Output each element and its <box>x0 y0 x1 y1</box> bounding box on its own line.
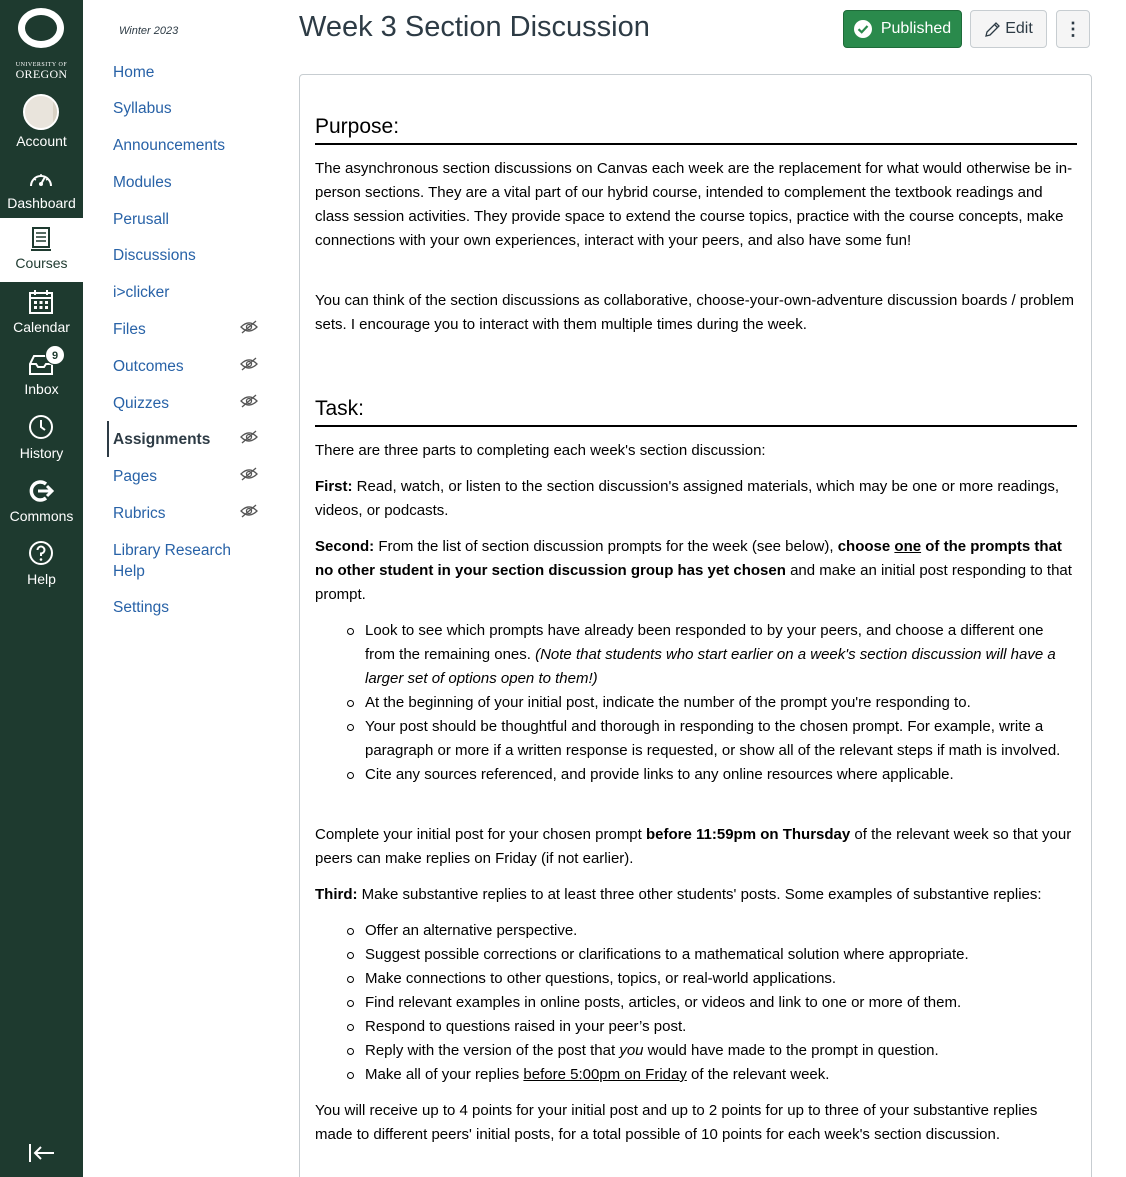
nav-account-label: Account <box>16 133 67 149</box>
list-item: Make connections to other questions, topics, or real-world applications. <box>365 967 1077 991</box>
list-item: Find relevant examples in online posts, articles, or videos and link to one or more of them. <box>365 991 1077 1015</box>
course-nav-outcomes[interactable]: Outcomes <box>113 358 184 375</box>
university-logo[interactable] <box>0 0 83 84</box>
hidden-eye-icon <box>240 504 258 518</box>
course-nav-discussions[interactable]: Discussions <box>113 247 196 264</box>
dashboard-icon <box>28 168 54 192</box>
nav-history-label: History <box>19 445 64 461</box>
task-first <box>315 475 1077 523</box>
initial-post-deadline <box>315 823 1077 871</box>
bullet-text: would have made to the prompt in question. <box>643 1042 939 1059</box>
third-label: Third: <box>315 886 358 903</box>
history-icon <box>28 414 54 440</box>
deadline-text-a: Complete your initial post for your chosen prompt <box>315 826 646 843</box>
course-nav-pages[interactable]: Pages <box>113 468 157 485</box>
nav-dashboard-label: Dashboard <box>7 195 76 211</box>
nav-commons[interactable] <box>0 474 83 536</box>
points-paragraph: You will receive up to 4 points for your initial post and up to 2 points for up to three of your substantive replies made to different peers' initial posts, for a total possible of 10 points for each week's section discussion. <box>315 1102 1038 1143</box>
deadline-bold: before 11:59pm on Thursday <box>646 826 851 843</box>
logo-title: OREGON <box>15 67 68 81</box>
nav-inbox[interactable] <box>0 346 83 408</box>
course-nav-iclicker[interactable]: i>clicker <box>113 284 170 301</box>
deadline-text-b: of the relevant week so that your peers can make replies on Friday (if not earlier). <box>315 826 1072 867</box>
bullet-italic-note: (Note that students who start earlier on a week's section discussion will have a larger set of options open to them!) <box>365 646 1056 687</box>
list-item: At the beginning of your initial post, indicate the number of the prompt you're responding to. <box>365 691 1077 715</box>
bullet-text: of the relevant week. <box>686 1066 830 1083</box>
nav-courses[interactable] <box>0 218 83 282</box>
list-item <box>365 1039 1077 1063</box>
hidden-eye-icon <box>240 430 258 444</box>
global-navigation <box>0 0 83 1177</box>
hidden-eye-icon <box>240 394 258 408</box>
inbox-unread-badge: 9 <box>45 345 65 365</box>
purpose-paragraph-2: You can think of the section discussions as collaborative, choose-your-own-adventure discussion boards / problem sets. I encourage you to interact with them multiple times during the week. <box>315 292 1075 333</box>
course-nav-syllabus[interactable]: Syllabus <box>113 100 172 117</box>
course-nav-library-research-help[interactable]: Library Research Help <box>113 542 232 580</box>
list-item: Suggest possible corrections or clarifications to a mathematical solution where appropriate. <box>365 943 1077 967</box>
nav-inbox-label: Inbox <box>24 381 59 397</box>
nav-calendar[interactable] <box>0 284 83 346</box>
check-circle-icon <box>854 20 872 38</box>
third-text: Make substantive replies to at least three other students' posts. Some examples of substantive replies: <box>357 886 1042 903</box>
course-nav-perusall[interactable]: Perusall <box>113 211 169 228</box>
nav-dashboard[interactable] <box>0 158 83 218</box>
purpose-paragraph-1: The asynchronous section discussions on Canvas each week are the replacement for what would otherwise be in-person sections. They are a vital part of our hybrid course, intended to complement the textbook readings and class session activities. They provide space to extend the course topics, practice with the course concepts, make connections with your own experiences, interact with your peers, and also have some fun! <box>315 160 1073 249</box>
logo-subtitle: UNIVERSITY OF <box>15 62 68 68</box>
courses-icon <box>30 226 52 252</box>
list-item: Respond to questions raised in your peer’s post. <box>365 1015 1077 1039</box>
avatar <box>23 94 59 130</box>
bullet-text: Make all of your replies <box>365 1066 524 1083</box>
logo-o-icon <box>18 8 64 48</box>
course-term: Winter 2023 <box>119 25 179 37</box>
task-third <box>315 883 1077 907</box>
bullet-text: Reply with the version of the post that <box>365 1042 620 1059</box>
list-item: Offer an alternative perspective. <box>365 919 1077 943</box>
bullet-underline: before 5:00pm on Friday <box>523 1066 687 1083</box>
course-nav-settings[interactable]: Settings <box>113 599 170 616</box>
hidden-eye-icon <box>240 357 258 371</box>
course-nav-announcements[interactable]: Announcements <box>113 137 226 154</box>
first-text: Read, watch, or listen to the section discussion's assigned materials, which may be one or more readings, videos, or podcasts. <box>315 478 1060 519</box>
third-bullet-list <box>365 919 1077 1087</box>
page-title: Week 3 Section Discussion <box>299 11 650 43</box>
nav-calendar-label: Calendar <box>13 319 70 335</box>
second-bold-a: choose <box>837 538 895 555</box>
more-options-button[interactable] <box>1056 10 1090 48</box>
course-nav-quizzes[interactable]: Quizzes <box>113 395 169 412</box>
nav-history[interactable] <box>0 410 83 472</box>
edit-label: Edit <box>1005 20 1033 37</box>
course-nav-assignments[interactable]: Assignments <box>113 431 211 448</box>
course-navigation <box>83 0 283 1177</box>
nav-commons-label: Commons <box>9 508 74 524</box>
course-nav-rubrics[interactable]: Rubrics <box>113 505 166 522</box>
nav-help[interactable] <box>0 538 83 600</box>
nav-help-label: Help <box>27 571 56 587</box>
pencil-icon <box>984 21 1001 38</box>
first-label: First: <box>315 478 353 495</box>
published-button[interactable] <box>843 10 962 48</box>
edit-button[interactable] <box>970 10 1047 48</box>
active-item-indicator <box>107 421 109 457</box>
second-text-b: and make an initial post responding to that prompt. <box>315 562 1072 603</box>
help-icon <box>28 540 54 566</box>
list-item: Cite any sources referenced, and provide links to any online resources where applicable. <box>365 763 1077 787</box>
course-nav-files[interactable]: Files <box>113 321 146 338</box>
more-options-icon: ⋮ <box>1064 18 1082 39</box>
published-label: Published <box>880 20 952 37</box>
hidden-eye-icon <box>240 320 258 334</box>
purpose-heading: Purpose: <box>315 113 1077 145</box>
list-item <box>365 619 1077 691</box>
bullet-italic: you <box>619 1042 644 1059</box>
second-text-a: From the list of section discussion prompts for the week (see below), <box>374 538 838 555</box>
collapse-icon[interactable] <box>28 1143 56 1163</box>
course-nav-home[interactable]: Home <box>113 64 155 81</box>
course-nav-modules[interactable]: Modules <box>113 174 172 191</box>
list-item <box>365 1063 1077 1087</box>
task-intro: There are three parts to completing each week's section discussion: <box>315 442 766 459</box>
commons-icon <box>28 478 54 504</box>
nav-courses-label: Courses <box>15 255 68 271</box>
second-bold-underline: one <box>894 538 922 555</box>
calendar-icon <box>28 289 54 315</box>
second-bold-b: of the prompts that no other student in your section discussion group has yet chosen <box>315 538 1062 579</box>
task-heading: Task: <box>315 395 1077 427</box>
second-label: Second: <box>315 538 375 555</box>
list-item: Your post should be thoughtful and thorough in responding to the chosen prompt. For example, write a paragraph or more if a written response is requested, or show all of the relevant steps if math is involved. <box>365 715 1077 763</box>
second-bullet-list <box>365 619 1077 787</box>
hidden-eye-icon <box>240 467 258 481</box>
nav-account[interactable] <box>0 88 83 156</box>
assignment-description <box>299 74 1092 1177</box>
bullet-text: Look to see which prompts have already been responded to by your peers, and choose a different one from the remaining ones. <box>365 622 1044 663</box>
task-second <box>315 535 1077 607</box>
